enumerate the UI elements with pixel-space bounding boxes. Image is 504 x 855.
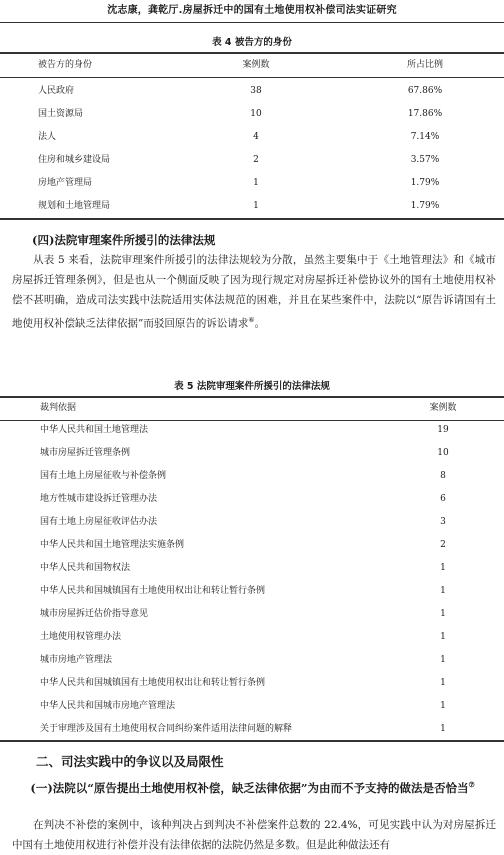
table5-count-cell: 2 [440,540,446,550]
table5-header-basis: 裁判依据 [40,403,77,413]
body-paragraph [12,250,496,370]
table4-identity-cell: 住房和城乡建设局 [38,155,111,165]
table4-ratio-cell: 17.86% [407,109,443,119]
table5-count-cell: 1 [440,563,446,573]
table4-count-cell: 4 [253,132,259,142]
footnote-marker: ⑦ [468,780,475,789]
table4-identity-cell: 房地产管理局 [38,178,93,188]
table5-basis-cell: 城市房屋拆迁管理条例 [40,448,131,458]
table4-header-ratio: 所占比例 [406,60,443,70]
table5-caption: 表 5 法院审理案件所援引的法律法规 [174,381,330,392]
table4-caption: 表 4 被告方的身份 [212,37,292,48]
table5-basis-cell: 中华人民共和国物权法 [40,563,131,573]
running-header: 沈志康，龚乾厅.房屋拆迁中的国有土地使用权补偿司法实证研究 [107,5,397,16]
paragraph-end: 。 [254,317,266,330]
table4-bottom-rule [0,218,504,220]
table5-count-cell: 1 [440,655,446,665]
table5-count-cell: 1 [440,609,446,619]
table5-count-cell: 1 [440,586,446,596]
table5-count-cell: 3 [440,517,446,527]
table4-top-rule [0,52,504,54]
table5-count-cell: 8 [440,471,446,481]
table5-count-cell: 1 [440,724,446,734]
table4-count-cell: 2 [253,155,259,165]
subsection-heading [12,775,496,815]
table5-count-cell: 1 [440,701,446,711]
table5-count-cell: 19 [437,425,449,435]
table5-count-cell: 10 [437,448,449,458]
table5-top-rule [0,396,504,398]
section-heading: (四)法院审理案件所援引的法律法规 [32,233,216,247]
table4-header-rule [0,77,504,78]
table5-basis-cell: 关于审理涉及国有土地使用权合同纠纷案件适用法律问题的解释 [40,724,293,734]
table5-basis-cell: 中华人民共和国城市房地产管理法 [40,701,176,711]
table5-basis-cell: 中华人民共和国土地管理法实施条例 [40,540,185,550]
table4-ratio-cell: 1.79% [410,178,440,188]
table4-ratio-cell: 3.57% [410,155,440,165]
paragraph-text: 从表 5 来看，法院审理案件所援引的法律法规较为分散，虽然主要集中于《土地管理法》和《城市房屋拆迁管理条例》，但是也从一个侧面反映了因为现行规定对房屋拆迁补偿协议外的国有土地使用权补偿不甚明确，造成司法实践中法院适用实体法规范的困难，并且在某些案件中，法院以“原告诉请国有土地使用权补偿缺乏法律依据”而驳回原告的诉讼请求 [12,254,496,330]
table4-identity-cell: 规划和土地管理局 [38,201,111,211]
table4-ratio-cell: 1.79% [410,201,440,211]
header-rule [0,22,504,23]
table5-basis-cell: 中华人民共和国土地管理法 [40,425,149,435]
table5-header-rule [0,420,504,421]
table5-header-count: 案例数 [429,403,457,413]
subsection-heading-text: (一)法院以“原告提出土地使用权补偿，缺乏法律依据”为由而不予支持的做法是否恰当 [30,780,469,795]
body-paragraph-2: 在判决不补偿的案例中，该种判决占到判决不补偿案件总数的 22.4%，可见实践中认为对房屋拆迁中国有土地使用权进行补偿并没有法律依据的法院仍然是多数。但是此种做法还有 [12,819,496,851]
table5-count-cell: 1 [440,678,446,688]
table4-identity-cell: 法人 [38,132,57,142]
table5-basis-cell: 土地使用权管理办法 [40,632,122,642]
table4-count-cell: 1 [253,178,259,188]
table5-bottom-rule [0,740,504,742]
table5-basis-cell: 城市房屋拆迁估价指导意见 [40,609,149,619]
table4-ratio-cell: 7.14% [410,132,440,142]
section-heading-2: 二、司法实践中的争议以及局限性 [36,754,224,769]
table5-count-cell: 6 [440,494,446,504]
table4-header-count: 案例数 [242,60,270,70]
table5-count-cell: 1 [440,632,446,642]
table5-basis-cell: 国有土地上房屋征收评估办法 [40,517,158,527]
table4-count-cell: 10 [250,109,262,119]
table4-count-cell: 1 [253,201,259,211]
table4-count-cell: 38 [250,86,262,96]
table4-identity-cell: 国土资源局 [38,109,84,119]
table4-header-identity: 被告方的身份 [38,60,93,70]
table5-basis-cell: 地方性城市建设拆迁管理办法 [40,494,158,504]
table5-basis-cell: 中华人民共和国城镇国有土地使用权出让和转让暂行条例 [40,678,266,688]
footnote-marker: ⑥ [248,316,255,324]
table5-basis-cell: 中华人民共和国城镇国有土地使用权出让和转让暂行条例 [40,586,266,596]
table4-identity-cell: 人民政府 [38,86,75,96]
table4-ratio-cell: 67.86% [407,86,443,96]
table5-basis-cell: 国有土地上房屋征收与补偿条例 [40,471,167,481]
table5-basis-cell: 城市房地产管理法 [40,655,113,665]
